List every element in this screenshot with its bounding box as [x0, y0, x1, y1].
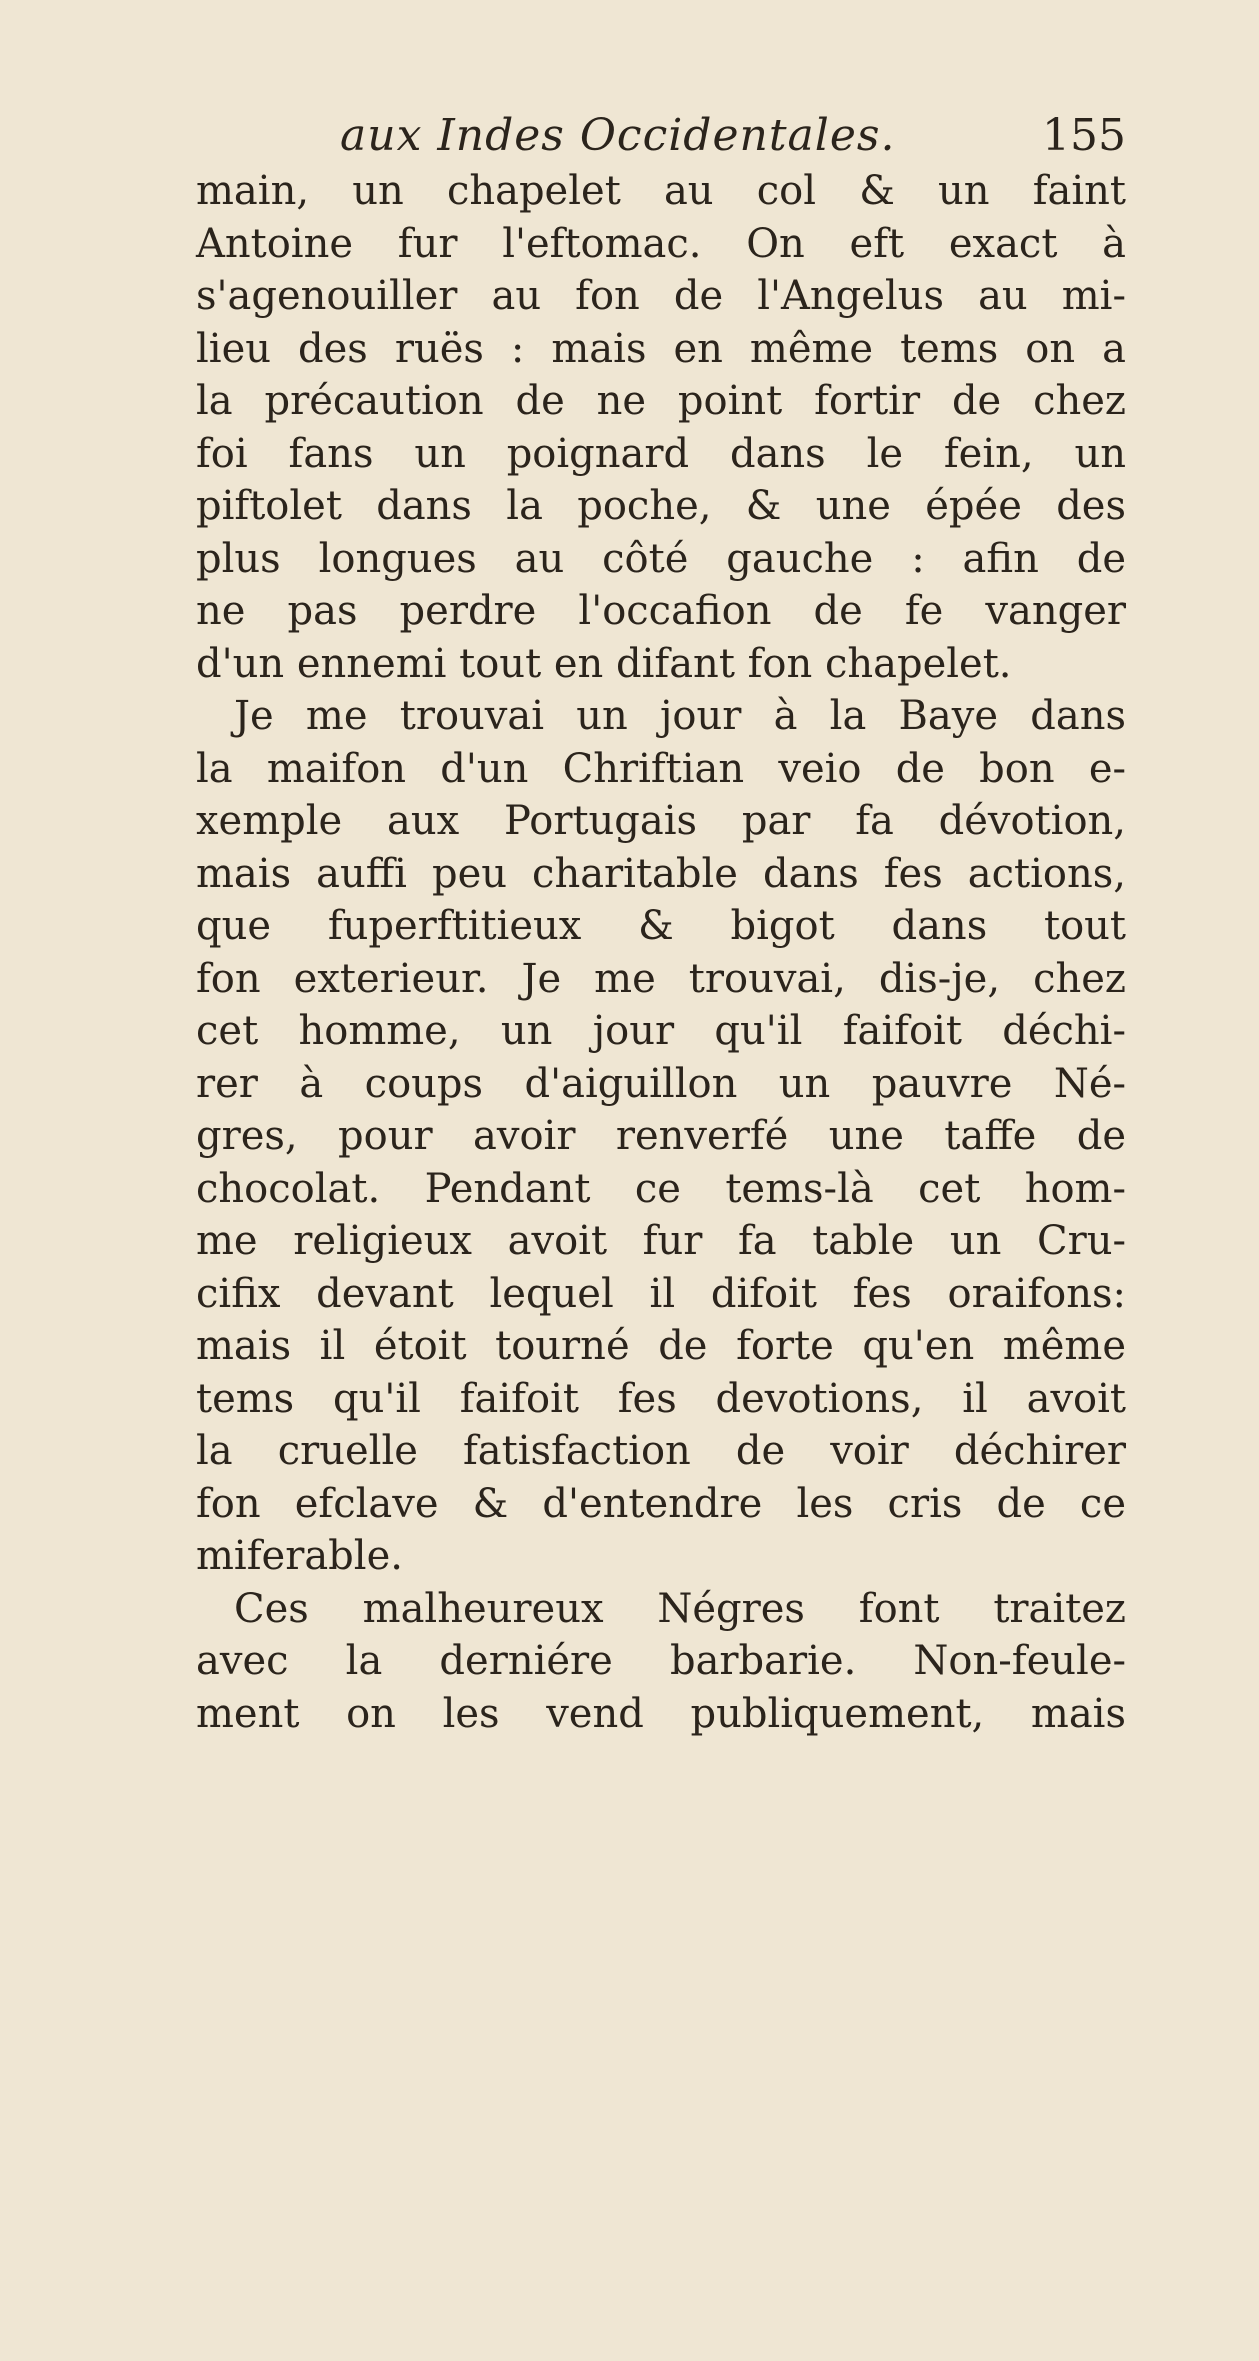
text-line: Antoine fur l'eftomac. On eft exact à — [196, 220, 1126, 267]
text-line: xemple aux Portugais par fa dévotion, — [196, 798, 1126, 844]
text-line: que fuperftitieux & bigot dans tout — [196, 903, 1126, 949]
text-line: rer à coups d'aiguillon un pauvre Né- — [196, 1060, 1126, 1107]
text-line: main, un chapelet au col & un faint — [196, 168, 1126, 214]
text-line: ne pas perdre l'occafion de fe vanger — [196, 588, 1126, 634]
text-line: piftolet dans la poche, & une épée des — [196, 483, 1126, 529]
text-line: plus longues au côté gauche : afin de — [196, 535, 1126, 582]
text-line: miferable. — [196, 1533, 403, 1579]
page-number: 155 — [1042, 110, 1126, 161]
text-line: cifix devant lequel il difoit fes oraifons: — [196, 1270, 1126, 1317]
text-line: avec la derniére barbarie. Non-feule- — [196, 1638, 1126, 1684]
text-line: fon exterieur. Je me trouvai, dis-je, chez — [196, 955, 1126, 1002]
paragraph-1 — [196, 165, 1126, 690]
text-line: mais il étoit tourné de forte qu'en même — [196, 1323, 1126, 1369]
text-line: mais auffi peu charitable dans fes actions, — [196, 850, 1126, 897]
text-line: me religieux avoit fur fa table un Cru- — [196, 1218, 1126, 1264]
text-line: gres, pour avoir renverfé une taffe de — [196, 1113, 1126, 1159]
text-line: la maifon d'un Chriftian veio de bon e- — [196, 745, 1126, 792]
text-line: la cruelle fatisfaction de voir déchirer — [196, 1428, 1126, 1474]
text-line: fon efclave & d'entendre les cris de ce — [196, 1480, 1126, 1527]
text-line: la précaution de ne point fortir de chez — [196, 378, 1126, 424]
body-text — [196, 165, 1126, 1740]
text-line: Ces malheureux Négres font traitez — [234, 1585, 1126, 1632]
text-line: s'agenouiller au fon de l'Angelus au mi- — [196, 273, 1126, 319]
text-line: cet homme, un jour qu'il faifoit déchi- — [196, 1008, 1126, 1054]
text-line: ment on les vend publiquement, mais — [196, 1690, 1126, 1737]
text-line: lieu des ruës : mais en même tems on a — [196, 325, 1126, 372]
text-line: tems qu'il faifoit fes devotions, il avoit — [196, 1375, 1126, 1422]
page-header — [0, 110, 1259, 170]
text-line: chocolat. Pendant ce tems-là cet hom- — [196, 1165, 1126, 1212]
running-head: aux Indes Occidentales. — [340, 110, 896, 161]
paragraph-2 — [196, 690, 1126, 1583]
paragraph-3 — [196, 1583, 1126, 1741]
text-line: d'un ennemi tout en difant fon chapelet. — [196, 640, 1012, 687]
text-line: foi fans un poignard dans le fein, un — [196, 430, 1126, 477]
text-line: Je me trouvai un jour à la Baye dans — [234, 693, 1126, 739]
